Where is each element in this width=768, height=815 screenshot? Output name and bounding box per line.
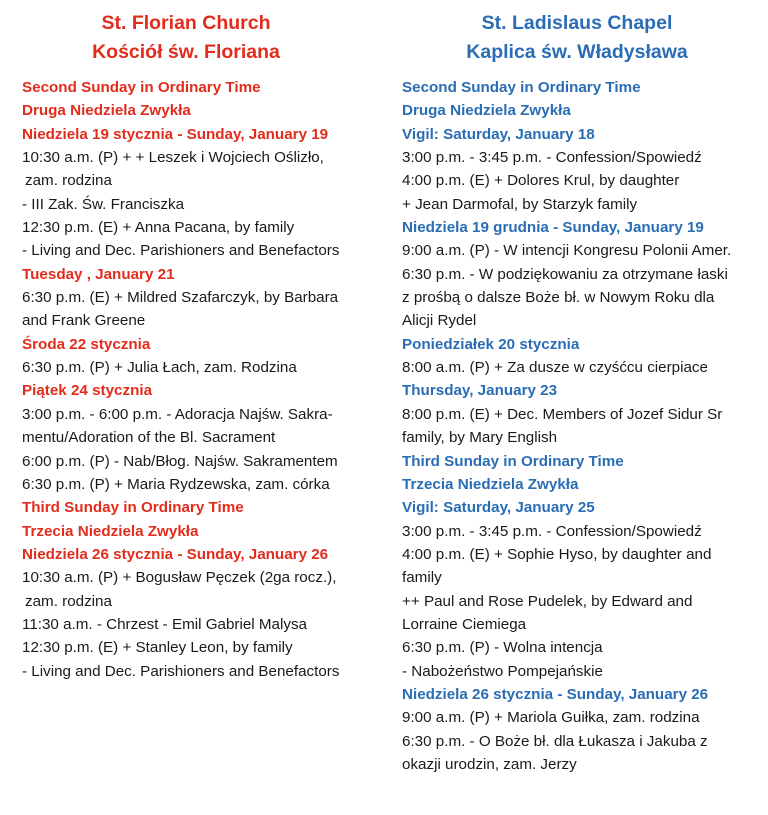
schedule-line: family, by Mary English <box>402 429 558 447</box>
schedule-line: 3:00 p.m. - 6:00 p.m. - Adoracja Najśw. Sakra- <box>22 405 333 423</box>
schedule-line: 8:00 a.m. (P) + Za dusze w czyśćcu cierpiace <box>402 359 708 377</box>
schedule-heading: Druga Niedziela Zwykła <box>22 102 191 120</box>
schedule-line: - Living and Dec. Parishioners and Benefactors <box>22 662 340 680</box>
schedule-line: 3:00 p.m. - 3:45 p.m. - Confession/Spowiedź <box>402 149 702 167</box>
schedule-line: 6:30 p.m. (P) - Wolna intencja <box>402 639 603 657</box>
schedule-line: z prośbą o dalsze Boże bł. w Nowym Roku dla <box>402 289 715 307</box>
schedule-heading: Druga Niedziela Zwykła <box>402 102 571 120</box>
schedule-line: + Jean Darmofal, by Starzyk family <box>402 195 638 213</box>
schedule-heading: Vigil: Saturday, January 18 <box>402 125 595 143</box>
schedule-line: 11:30 a.m. - Chrzest - Emil Gabriel Malysa <box>22 615 307 633</box>
st-ladislaus-title-en: St. Ladislaus Chapel <box>481 12 673 34</box>
schedule-heading: Second Sunday in Ordinary Time <box>22 79 261 96</box>
schedule-line: 6:30 p.m. - W podziękowaniu za otrzymane łaski <box>402 265 728 283</box>
schedule-line: 10:30 a.m. (P) + Bogusław Pęczek (2ga rocz.), <box>22 569 337 587</box>
schedule-line: Lorraine Ciemiega <box>402 615 527 633</box>
schedule-heading: Niedziela 26 stycznia - Sunday, January 26 <box>22 545 329 563</box>
schedule-line: 12:30 p.m. (E) + Stanley Leon, by family <box>22 639 293 657</box>
schedule-heading: Trzecia Niedziela Zwykła <box>402 475 579 493</box>
st-florian-schedule <box>22 76 372 683</box>
st-florian-column <box>22 0 372 683</box>
schedule-heading: Tuesday , January 21 <box>22 265 175 283</box>
schedule-line: - Living and Dec. Parishioners and Benefactors <box>22 242 340 260</box>
schedule-heading: Niedziela 19 grudnia - Sunday, January 19 <box>402 219 704 237</box>
schedule-heading: Third Sunday in Ordinary Time <box>402 452 624 470</box>
schedule-line: mentu/Adoration of the Bl. Sacrament <box>22 429 276 447</box>
schedule-heading: Niedziela 19 stycznia - Sunday, January 19 <box>22 125 329 143</box>
schedule-heading: Poniedziałek 20 stycznia <box>402 335 580 353</box>
schedule-line: 4:00 p.m. (E) + Sophie Hyso, by daughter and <box>402 545 712 563</box>
st-florian-header <box>0 0 372 76</box>
schedule-heading: Piątek 24 stycznia <box>22 382 153 400</box>
schedule-heading: Środa 22 stycznia <box>22 335 151 353</box>
schedule-line: - Nabożeństwo Pompejańskie <box>402 662 603 680</box>
schedule-line: 6:30 p.m. - O Boże bł. dla Łukasza i Jakuba z <box>402 732 708 750</box>
schedule-line: 12:30 p.m. (E) + Anna Pacana, by family <box>22 219 295 237</box>
st-florian-title-en: St. Florian Church <box>101 12 271 34</box>
st-ladislaus-header <box>402 0 752 76</box>
schedule-line: 9:00 a.m. (P) - W intencji Kongresu Polonii Amer. <box>402 242 732 260</box>
schedule-line: and Frank Greene <box>22 312 146 330</box>
schedule-line: Alicji Rydel <box>402 312 477 330</box>
schedule-heading: Trzecia Niedziela Zwykła <box>22 522 199 540</box>
st-ladislaus-column <box>402 0 752 776</box>
schedule-heading: Niedziela 26 stycznia - Sunday, January 26 <box>402 685 709 703</box>
st-florian-title-pl: Kościół św. Floriana <box>92 41 280 63</box>
schedule-line: zam. rodzina <box>25 172 112 190</box>
schedule-line: - III Zak. Św. Franciszka <box>22 195 185 213</box>
schedule-line: 6:30 p.m. (P) + Maria Rydzewska, zam. córka <box>22 475 330 493</box>
schedule-heading: Second Sunday in Ordinary Time <box>402 79 641 96</box>
schedule-heading: Vigil: Saturday, January 25 <box>402 499 595 517</box>
schedule-line: 8:00 p.m. (E) + Dec. Members of Jozef Sidur Sr <box>402 405 723 423</box>
schedule-line: 6:30 p.m. (P) + Julia Łach, zam. Rodzina <box>22 359 297 377</box>
schedule-heading: Thursday, January 23 <box>402 382 558 400</box>
schedule-line: 6:30 p.m. (E) + Mildred Szafarczyk, by Barbara <box>22 289 339 307</box>
schedule-line: 3:00 p.m. - 3:45 p.m. - Confession/Spowiedź <box>402 522 702 540</box>
st-ladislaus-schedule <box>402 76 752 776</box>
schedule-line: 4:00 p.m. (E) + Dolores Krul, by daughter <box>402 172 680 190</box>
schedule-line: 6:00 p.m. (P) - Nab/Błog. Najśw. Sakramentem <box>22 452 338 470</box>
schedule-line: okazji urodzin, zam. Jerzy <box>402 755 577 773</box>
st-ladislaus-title-pl: Kaplica św. Władysława <box>466 41 688 63</box>
schedule-line: family <box>402 569 442 587</box>
schedule-line: 10:30 a.m. (P) + + Leszek i Wojciech Oślizło, <box>22 149 324 167</box>
schedule-line: zam. rodzina <box>25 592 112 610</box>
schedule-line: 9:00 a.m. (P) + Mariola Guiłka, zam. rodzina <box>402 709 700 727</box>
schedule-heading: Third Sunday in Ordinary Time <box>22 499 244 517</box>
schedule-line: ++ Paul and Rose Pudelek, by Edward and <box>402 592 693 610</box>
